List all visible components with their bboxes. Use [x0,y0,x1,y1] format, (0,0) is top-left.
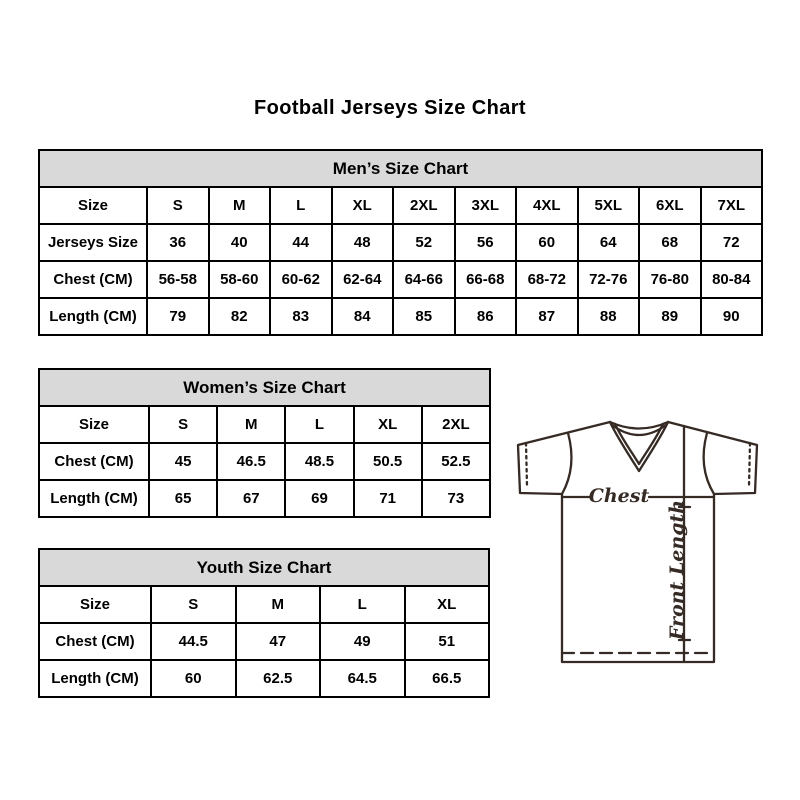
value-cell: 64-66 [393,261,455,298]
value-cell: 56-58 [147,261,209,298]
value-cell: 68-72 [516,261,578,298]
value-cell: 50.5 [354,443,422,480]
mens-length-row [39,298,762,335]
row-label-cell: Chest (CM) [39,443,149,480]
value-cell: 79 [147,298,209,335]
womens-size-row [39,406,490,443]
size-cell: L [270,187,332,224]
value-cell: 65 [149,480,217,517]
womens-header-row [39,369,490,406]
value-cell: 51 [405,623,490,660]
mens-jerseys-size-row [39,224,762,261]
value-cell: 60-62 [270,261,332,298]
collar-back-arc-outer [610,422,668,429]
left-armhole-seam [562,433,571,494]
size-cell: S [147,187,209,224]
right-armhole-seam [704,433,714,494]
value-cell: 85 [393,298,455,335]
value-cell: 62-64 [332,261,394,298]
size-cell: L [320,586,405,623]
row-label-cell: Chest (CM) [39,261,147,298]
value-cell: 64.5 [320,660,405,697]
size-cell: 2XL [422,406,490,443]
value-cell: 44 [270,224,332,261]
value-cell: 48 [332,224,394,261]
size-cell: 7XL [701,187,763,224]
value-cell: 52 [393,224,455,261]
size-cell: 5XL [578,187,640,224]
row-label-cell: Length (CM) [39,660,151,697]
value-cell: 73 [422,480,490,517]
value-cell: 36 [147,224,209,261]
youth-length-row [39,660,489,697]
value-cell: 49 [320,623,405,660]
value-cell: 72-76 [578,261,640,298]
value-cell: 56 [455,224,517,261]
row-label-cell: Chest (CM) [39,623,151,660]
womens-length-row [39,480,490,517]
youth-size-table [38,548,490,698]
value-cell: 52.5 [422,443,490,480]
youth-header-row [39,549,489,586]
value-cell: 48.5 [285,443,353,480]
value-cell: 66-68 [455,261,517,298]
value-cell: 47 [236,623,321,660]
value-cell: 45 [149,443,217,480]
value-cell: 82 [209,298,271,335]
jersey-outline [518,422,757,662]
value-cell: 60 [151,660,236,697]
left-cuff-stitch-line [526,443,527,486]
size-cell: M [217,406,285,443]
value-cell: 90 [701,298,763,335]
value-cell: 62.5 [236,660,321,697]
size-cell: 2XL [393,187,455,224]
value-cell: 88 [578,298,640,335]
value-cell: 86 [455,298,517,335]
value-cell: 67 [217,480,285,517]
value-cell: 80-84 [701,261,763,298]
value-cell: 40 [209,224,271,261]
value-cell: 83 [270,298,332,335]
value-cell: 76-80 [639,261,701,298]
size-cell: XL [354,406,422,443]
row-label-cell: Size [39,187,147,224]
value-cell: 69 [285,480,353,517]
womens-size-table [38,368,491,518]
row-label-cell: Length (CM) [39,480,149,517]
mens-table-header: Men’s Size Chart [39,150,762,187]
mens-size-table [38,149,763,336]
womens-chest-row [39,443,490,480]
youth-chest-row [39,623,489,660]
size-cell: S [149,406,217,443]
value-cell: 60 [516,224,578,261]
size-cell: L [285,406,353,443]
value-cell: 84 [332,298,394,335]
value-cell: 66.5 [405,660,490,697]
mens-size-row [39,187,762,224]
size-cell: 4XL [516,187,578,224]
chest-label: Chest [588,485,650,507]
size-cell: S [151,586,236,623]
size-cell: M [236,586,321,623]
value-cell: 44.5 [151,623,236,660]
value-cell: 72 [701,224,763,261]
youth-table-header: Youth Size Chart [39,549,489,586]
row-label-cell: Size [39,586,151,623]
size-cell: XL [332,187,394,224]
value-cell: 89 [639,298,701,335]
page-title: Football Jerseys Size Chart [253,97,526,119]
jersey-measurement-diagram [500,400,780,690]
value-cell: 58-60 [209,261,271,298]
mens-header-row [39,150,762,187]
row-label-cell: Length (CM) [39,298,147,335]
size-cell: 6XL [639,187,701,224]
size-cell: 3XL [455,187,517,224]
right-cuff-stitch-line [749,443,750,486]
value-cell: 46.5 [217,443,285,480]
value-cell: 68 [639,224,701,261]
value-cell: 71 [354,480,422,517]
row-label-cell: Size [39,406,149,443]
youth-size-row [39,586,489,623]
front-length-label: Front Length [666,499,688,641]
mens-chest-row [39,261,762,298]
size-cell: M [209,187,271,224]
value-cell: 64 [578,224,640,261]
womens-table-header: Women’s Size Chart [39,369,490,406]
row-label-cell: Jerseys Size [39,224,147,261]
value-cell: 87 [516,298,578,335]
size-cell: XL [405,586,490,623]
